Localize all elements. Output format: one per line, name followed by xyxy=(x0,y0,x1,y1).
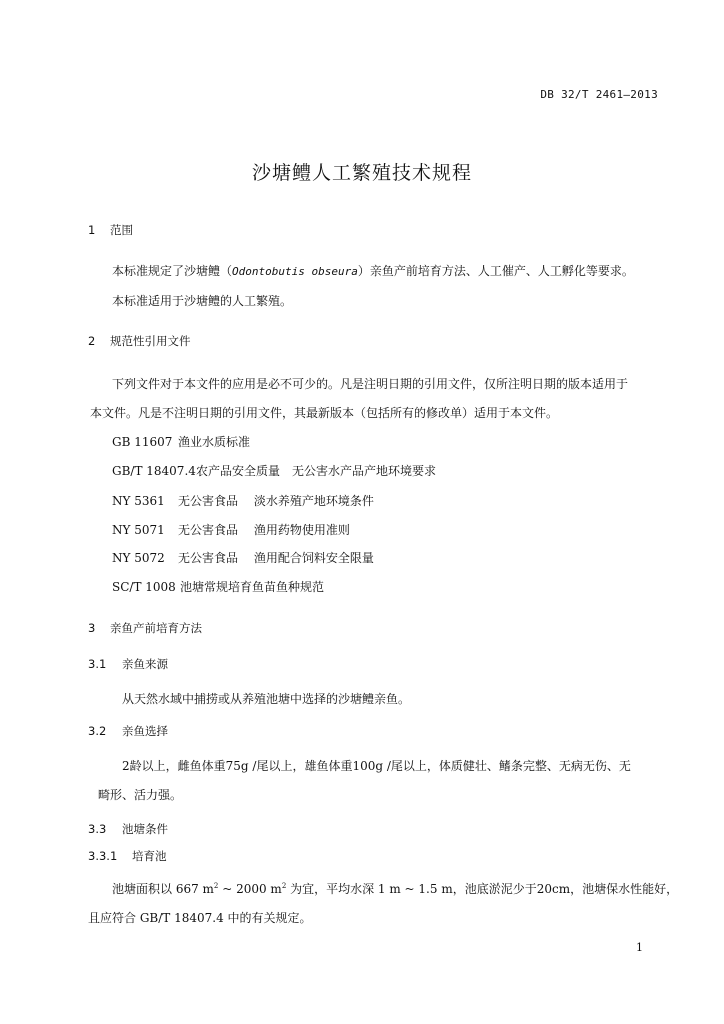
reference-title: 渔业水质标准 xyxy=(178,435,251,449)
latin-name: Odontobutis obseura xyxy=(232,265,358,278)
subsection-number: 3.3.1 xyxy=(88,849,118,863)
reference-item xyxy=(112,521,350,538)
reference-title: 无公害食品 渔用配合饲料安全限量 xyxy=(178,551,374,565)
pond-condition-line-2: 且应符合 GB/T 18407.4 中的有关规定。 xyxy=(88,911,312,925)
section-title: 范围 xyxy=(110,223,133,237)
pond-text-segment: ~ 2000 m xyxy=(218,882,282,896)
superscript: 2 xyxy=(281,882,287,890)
section-1-heading xyxy=(88,222,133,238)
subsection-title: 亲鱼来源 xyxy=(122,657,168,671)
references-intro-line-2: 本文件。凡是不注明日期的引用文件，其最新版本（包括所有的修改单）适用于本文件。 xyxy=(90,406,559,420)
broodstock-selection-line-2: 畸形、活力强。 xyxy=(98,788,183,802)
pond-text-segment: 为宜，平均水深 1 m ~ 1.5 m，池底淤泥少于20cm，池塘保水性能好， xyxy=(286,882,679,896)
scope-paragraph-2: 本标准适用于沙塘鳢的人工繁殖。 xyxy=(112,294,293,308)
subsection-3-3-heading xyxy=(88,821,168,837)
subsection-title: 池塘条件 xyxy=(122,822,168,836)
reference-title: 无公害食品 淡水养殖产地环境条件 xyxy=(178,494,374,508)
reference-item xyxy=(112,549,374,566)
reference-code: SC/T 1008 xyxy=(112,580,176,594)
section-number: 2 xyxy=(88,334,96,348)
pond-text-segment: 池塘面积以 667 m xyxy=(112,882,214,896)
scope-paragraph-1 xyxy=(112,262,634,279)
subsection-number: 3.1 xyxy=(88,657,107,671)
section-title: 亲鱼产前培育方法 xyxy=(110,621,202,635)
reference-title: 无公害食品 渔用药物使用准则 xyxy=(178,523,350,537)
reference-code: GB/T 18407.4 xyxy=(112,464,196,478)
broodstock-source-text: 从天然水域中捕捞或从养殖池塘中选择的沙塘鳢亲鱼。 xyxy=(122,692,411,706)
subsection-number: 3.3 xyxy=(88,822,107,836)
page-number: 1 xyxy=(636,941,643,954)
section-number: 1 xyxy=(88,223,96,237)
scope-text-pre: 本标准规定了沙塘鳢（ xyxy=(112,264,233,278)
references-intro-line-1: 下列文件对于本文件的应用是必不可少的。凡是注明日期的引用文件，仅所注明日期的版本适用于 xyxy=(112,377,629,391)
section-2-heading xyxy=(88,333,191,349)
reference-code: NY 5361 xyxy=(112,494,165,508)
reference-item xyxy=(112,462,436,479)
document-title: 沙塘鳢人工繁殖技术规程 xyxy=(251,162,472,184)
reference-item xyxy=(112,578,324,595)
subsection-3-3-1-heading xyxy=(88,848,167,864)
subsection-number: 3.2 xyxy=(88,724,107,738)
section-3-heading xyxy=(88,620,202,636)
subsection-title: 亲鱼选择 xyxy=(122,724,168,738)
section-title: 规范性引用文件 xyxy=(110,334,191,348)
reference-code: GB 11607 xyxy=(112,435,173,449)
reference-code: NY 5071 xyxy=(112,523,165,537)
subsection-3-1-heading xyxy=(88,656,168,672)
subsection-3-2-heading xyxy=(88,723,168,739)
pond-condition-line-1 xyxy=(112,880,678,897)
section-number: 3 xyxy=(88,621,96,635)
reference-code: NY 5072 xyxy=(112,551,165,565)
reference-item xyxy=(112,492,374,509)
superscript: 2 xyxy=(213,882,219,890)
reference-title: 池塘常规培育鱼苗鱼种规范 xyxy=(180,580,325,594)
scope-text-post: ）亲鱼产前培育方法、人工催产、人工孵化等要求。 xyxy=(357,264,634,278)
standard-code: DB 32/T 2461—2013 xyxy=(540,88,658,101)
broodstock-selection-line-1: 2龄以上，雌鱼体重75g /尾以上，雄鱼体重100g /尾以上，体质健壮、鳍条完整、无病无伤、无 xyxy=(122,759,631,773)
subsection-title: 培育池 xyxy=(132,849,167,863)
reference-item xyxy=(112,433,250,450)
reference-title: 农产品安全质量 无公害水产品产地环境要求 xyxy=(196,464,437,478)
